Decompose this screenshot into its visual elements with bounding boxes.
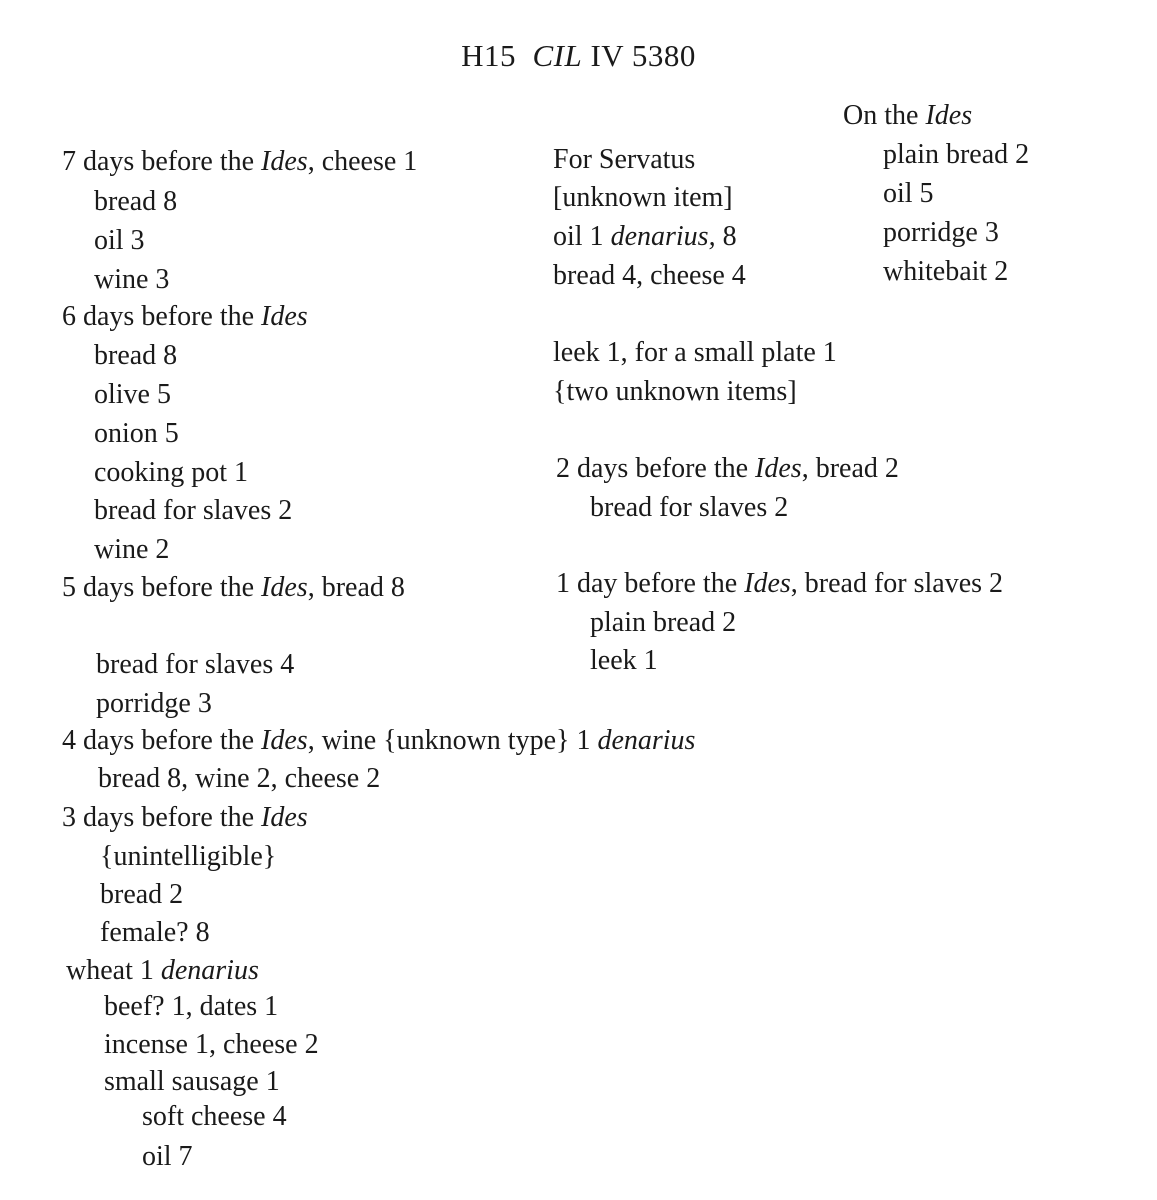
- italic-term: Ides: [261, 301, 308, 332]
- list-item: [590, 609, 736, 637]
- text-segment: plain bread 2: [883, 139, 1030, 170]
- italic-term: Ides: [261, 146, 308, 177]
- text-segment: 4 days before the: [62, 725, 262, 756]
- list-item: [96, 651, 294, 679]
- text-segment: bread 2: [100, 879, 184, 910]
- italic-term: Ides: [755, 453, 802, 484]
- list-item: [94, 420, 179, 448]
- text-segment: porridge 3: [96, 688, 212, 719]
- text-segment: 6 days before the: [62, 301, 262, 332]
- text-segment: , bread for slaves 2: [790, 568, 1004, 599]
- list-item: [100, 881, 183, 909]
- text-segment: bread 8, wine 2, cheese 2: [98, 763, 381, 794]
- text-segment: 5 days before the: [62, 572, 262, 603]
- italic-term: Ides: [261, 725, 308, 756]
- text-segment: leek 1, for a small plate 1: [553, 337, 837, 368]
- list-item: [883, 180, 934, 208]
- list-item: [94, 188, 177, 216]
- text-segment: bread 8: [94, 186, 178, 217]
- list-item: [104, 1068, 280, 1096]
- list-item: [94, 266, 169, 294]
- text-segment: soft cheese 4: [142, 1101, 287, 1132]
- text-segment: cooking pot 1: [94, 457, 248, 488]
- list-item: [553, 378, 797, 406]
- text-segment: , cheese 1: [307, 146, 418, 177]
- text-segment: wine 3: [94, 264, 170, 295]
- text-segment: For Servatus: [553, 144, 696, 175]
- list-item: [843, 102, 972, 130]
- text-segment: bread for slaves 4: [96, 649, 295, 680]
- text-segment: 7 days before the: [62, 146, 262, 177]
- list-item: [94, 342, 177, 370]
- list-item: [590, 494, 788, 522]
- title-source-rest: IV 5380: [590, 38, 696, 73]
- text-segment: [unknown item]: [553, 182, 733, 213]
- text-segment: bread for slaves 2: [94, 495, 293, 526]
- list-item: [883, 258, 1008, 286]
- list-item: [94, 497, 292, 525]
- list-item: [104, 1031, 319, 1059]
- text-segment: small sausage 1: [104, 1066, 280, 1097]
- list-item: [883, 141, 1029, 169]
- text-segment: female? 8: [100, 917, 210, 948]
- italic-term: Ides: [261, 572, 308, 603]
- text-segment: 1 day before the: [556, 568, 745, 599]
- italic-term: Ides: [744, 568, 791, 599]
- list-item: [62, 804, 308, 832]
- italic-term: denarius: [597, 725, 696, 756]
- italic-term: denarius: [160, 955, 259, 986]
- text-segment: leek 1: [590, 645, 658, 676]
- text-segment: wheat 1: [66, 955, 161, 986]
- list-item: [142, 1103, 287, 1131]
- list-item: [94, 227, 145, 255]
- text-segment: , bread 8: [307, 572, 405, 603]
- text-segment: bread 4, cheese 4: [553, 260, 746, 291]
- list-item: [96, 690, 212, 718]
- text-segment: oil 5: [883, 178, 934, 209]
- title-source-italic: CIL: [532, 38, 583, 73]
- list-item: [62, 727, 695, 755]
- text-segment: olive 5: [94, 379, 171, 410]
- text-segment: bread 8: [94, 340, 178, 371]
- text-segment: , bread 2: [801, 453, 899, 484]
- list-item: [62, 148, 417, 176]
- list-item: [98, 765, 380, 793]
- text-segment: incense 1, cheese 2: [104, 1029, 319, 1060]
- text-segment: oil 3: [94, 225, 145, 256]
- text-segment: onion 5: [94, 418, 179, 449]
- list-item: [556, 570, 1003, 598]
- list-item: [94, 381, 171, 409]
- list-item: [142, 1143, 193, 1171]
- text-segment: 2 days before the: [556, 453, 756, 484]
- text-segment: oil 1: [553, 221, 611, 252]
- list-item: [553, 146, 695, 174]
- text-segment: bread for slaves 2: [590, 492, 789, 523]
- text-segment: 3 days before the: [62, 802, 262, 833]
- list-item: [556, 455, 899, 483]
- text-segment: plain bread 2: [590, 607, 737, 638]
- text-segment: On the: [843, 100, 926, 131]
- page-title: [0, 38, 1157, 74]
- text-segment: {two unknown items]: [553, 376, 797, 407]
- list-item: [590, 647, 658, 675]
- list-item: [94, 536, 169, 564]
- list-item: [62, 303, 308, 331]
- italic-term: Ides: [925, 100, 973, 131]
- text-segment: beef? 1, dates 1: [104, 991, 279, 1022]
- text-segment: oil 7: [142, 1141, 193, 1172]
- list-item: [553, 184, 733, 212]
- list-item: [94, 459, 248, 487]
- list-item: [553, 262, 746, 290]
- italic-term: Ides: [261, 802, 308, 833]
- list-item: [104, 993, 278, 1021]
- text-segment: {unintelligible}: [100, 841, 277, 872]
- list-item: [62, 574, 405, 602]
- list-item: [553, 223, 737, 251]
- list-item: [66, 957, 259, 985]
- text-segment: porridge 3: [883, 217, 999, 248]
- italic-term: denarius,: [610, 221, 716, 252]
- text-segment: wine 2: [94, 534, 170, 565]
- text-segment: whitebait 2: [883, 256, 1009, 287]
- list-item: [883, 219, 999, 247]
- list-item: [100, 919, 210, 947]
- list-item: [553, 339, 837, 367]
- text-segment: 8: [715, 221, 737, 252]
- title-id: H15: [461, 38, 516, 73]
- text-segment: , wine {unknown type} 1: [307, 725, 598, 756]
- list-item: [100, 843, 276, 871]
